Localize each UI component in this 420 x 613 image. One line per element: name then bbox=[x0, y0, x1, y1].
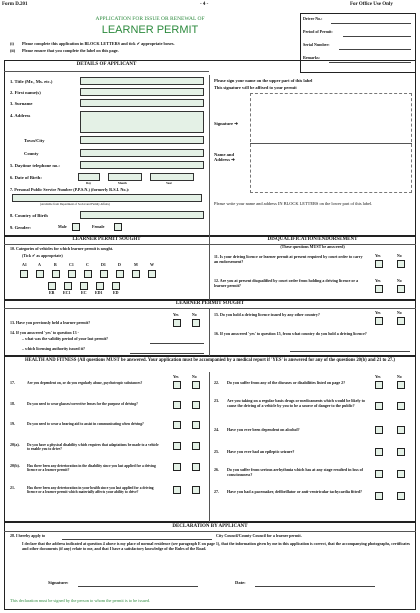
q12-text: 12. Are you at present disqualified by court order from holding a driving licence or a learner permit? bbox=[214, 278, 359, 288]
q11-no-label: No bbox=[397, 254, 402, 258]
q25-num: 25. bbox=[214, 449, 219, 454]
q26-no-checkbox[interactable] bbox=[397, 470, 405, 478]
q12-no-checkbox[interactable] bbox=[397, 285, 405, 293]
q19-yes-checkbox[interactable] bbox=[173, 421, 181, 429]
q17-num: 17. bbox=[10, 380, 15, 385]
q15-yes-checkbox[interactable] bbox=[375, 317, 383, 325]
q14-text: 14. If you answered 'yes' to question 13 - bbox=[10, 330, 79, 335]
q20a-text: Do you have a physical disability which requires that adaptations be made to a vehicle to enable you to drive? bbox=[27, 443, 159, 452]
q17-no-checkbox[interactable] bbox=[192, 381, 200, 389]
q15-no-label: No bbox=[397, 311, 402, 315]
ppsn-label: 7. Personal Public Service Number (P.P.S.N.) (formerly R.S.I. No.): bbox=[10, 187, 130, 192]
female-label: Female bbox=[92, 224, 105, 229]
council-name-line[interactable] bbox=[62, 539, 212, 540]
q15-yes-label: Yes bbox=[375, 311, 381, 315]
q13-yes-checkbox[interactable] bbox=[173, 319, 181, 327]
q20b-num: 20(b). bbox=[10, 463, 20, 468]
q22-text: Do you suffer from any of the diseases or disabilities listed on page 2? bbox=[227, 380, 346, 385]
town-label: Town/City bbox=[24, 138, 45, 143]
dob-day-caption: Day bbox=[86, 181, 92, 185]
q22-no-checkbox[interactable] bbox=[397, 381, 405, 389]
signature-arrow-label: Signature ➔ bbox=[214, 121, 239, 126]
q18-text: Do you need to wear glasses/corrective lenses for the purpose of driving? bbox=[27, 402, 138, 406]
q14a-text: – what was the validity period of your last permit? bbox=[22, 336, 109, 341]
applicant-section-title: DETAILS OF APPLICANT bbox=[76, 62, 137, 67]
q23-no-checkbox[interactable] bbox=[397, 402, 405, 410]
category-ec-checkbox[interactable] bbox=[80, 282, 88, 290]
q24-text: Have you ever been dependent on alcohol? bbox=[227, 427, 300, 432]
q27-text: Have you had a pacemaker, defibrillator or anti-ventricular tachycardia fitted? bbox=[227, 489, 362, 494]
category-ed1-checkbox[interactable] bbox=[96, 282, 104, 290]
category-ec1: EC1 bbox=[63, 290, 71, 295]
q20b-text: Has there been any deterioration in the disability since you last applied for a driving licence or a learner permit? bbox=[27, 464, 156, 473]
declaration-council-text: City Council/County Council for a learner permit. bbox=[216, 533, 302, 538]
category-eb-checkbox[interactable] bbox=[48, 282, 56, 290]
country-input[interactable] bbox=[80, 211, 204, 219]
category-c-checkbox[interactable] bbox=[84, 270, 92, 278]
category-ed: ED bbox=[113, 290, 119, 295]
male-label: Male bbox=[58, 224, 67, 229]
q15-text: 15. Do you hold a driving licence issued by any other country? bbox=[214, 312, 320, 317]
first-names-input[interactable] bbox=[80, 88, 204, 96]
q19-num: 19. bbox=[10, 421, 15, 426]
signature-line[interactable] bbox=[78, 586, 198, 587]
q17-yes-checkbox[interactable] bbox=[173, 381, 181, 389]
q20b-no-checkbox[interactable] bbox=[192, 463, 200, 471]
form-id: Form D.201 bbox=[2, 2, 28, 7]
permit-sought-title: LEARNER PERMIT SOUGHT bbox=[72, 237, 141, 242]
category-m-checkbox[interactable] bbox=[132, 270, 140, 278]
q13-no-label: No bbox=[192, 313, 197, 317]
ppsn-input[interactable] bbox=[12, 194, 202, 202]
office-use-label: For Office Use Only bbox=[350, 2, 393, 7]
q23-text: Are you taking on a regular basis drugs or medicaments which would be likely to cause the driving of a vehicle by you to be a source of danger to the public? bbox=[227, 398, 365, 408]
q27-yes-checkbox[interactable] bbox=[375, 492, 383, 500]
q14b-text: – which licensing authority issued it? bbox=[22, 346, 86, 351]
driver-no-line[interactable] bbox=[331, 23, 411, 24]
app-line: APPLICATION FOR ISSUE OR RENEWAL OF bbox=[95, 16, 205, 22]
disqualification-title: DISQUALIFICATION/ENDORSEMENT bbox=[267, 237, 358, 242]
surname-label: 3. Surname bbox=[10, 101, 33, 106]
county-label: County bbox=[24, 151, 39, 156]
address-label: 4. Address bbox=[10, 113, 31, 118]
name-address-arrow-label: Name and Address ➔ bbox=[214, 152, 235, 163]
date-line[interactable] bbox=[255, 586, 375, 587]
dob-day-input[interactable] bbox=[78, 173, 100, 181]
q12-no-label: No bbox=[397, 279, 402, 283]
male-checkbox[interactable] bbox=[72, 223, 80, 231]
q24-yes-checkbox[interactable] bbox=[375, 426, 383, 434]
q12-yes-label: Yes bbox=[375, 279, 381, 283]
instruction-1-marker: (i) bbox=[10, 41, 14, 46]
q11-no-checkbox[interactable] bbox=[397, 260, 405, 268]
period-line[interactable] bbox=[343, 36, 411, 37]
category-m: M bbox=[134, 262, 138, 267]
q21-num: 21. bbox=[10, 485, 15, 490]
q21-yes-checkbox[interactable] bbox=[173, 486, 181, 494]
q19-no-checkbox[interactable] bbox=[192, 421, 200, 429]
category-a1-checkbox[interactable] bbox=[20, 270, 28, 278]
first-names-label: 2. First name(s) bbox=[10, 90, 41, 95]
label-lower-note: Please write your name and address IN BLOCK LETTERS on the lower part of this label. bbox=[214, 201, 373, 206]
category-d-checkbox[interactable] bbox=[116, 270, 124, 278]
date-label: Date: bbox=[235, 580, 246, 585]
instruction-1: Please complete this application in BLOCK LETTERS and tick ✔ appropriate boxes. bbox=[22, 41, 175, 46]
q18-yes-checkbox[interactable] bbox=[173, 401, 181, 409]
serial-line[interactable] bbox=[339, 49, 411, 50]
phone-input[interactable] bbox=[80, 161, 204, 169]
q26-yes-checkbox[interactable] bbox=[375, 470, 383, 478]
declaration-note: This declaration must be signed by the person to whom the permit is to be issued. bbox=[10, 598, 151, 603]
category-a-checkbox[interactable] bbox=[36, 270, 44, 278]
disqualification-subtitle: (These questions MUST be answered) bbox=[280, 244, 345, 249]
dob-label: 6. Date of Birth: bbox=[10, 175, 42, 180]
title-label: 1. Title (Mr., Ms. etc.) bbox=[10, 79, 53, 84]
q13-text: 13. Have you previously held a learner permit? bbox=[10, 320, 91, 325]
q25-no-checkbox[interactable] bbox=[397, 448, 405, 456]
category-c1-checkbox[interactable] bbox=[68, 270, 76, 278]
q18-no-checkbox[interactable] bbox=[192, 401, 200, 409]
category-d1-checkbox[interactable] bbox=[100, 270, 108, 278]
permit-sought-title-2: LEARNER PERMIT SOUGHT bbox=[175, 301, 245, 306]
county-input[interactable] bbox=[80, 149, 204, 157]
q21-text: Has there been any deterioration in your health since you last applied for a driving licence or a learner permit which materially affects your ability to drive? bbox=[27, 486, 154, 495]
health-left-yes-label: Yes bbox=[173, 375, 179, 379]
category-d1: D1 bbox=[101, 262, 106, 267]
q27-no-checkbox[interactable] bbox=[397, 492, 405, 500]
health-title: HEALTH AND FITNESS (All questions MUST be answered. Your application must be accompanied by a medical report if 'YES' is answered for any of the questions 20(b) and 21 to 27.) bbox=[24, 358, 395, 363]
serial-number-label: Serial Number: bbox=[303, 42, 330, 47]
q22-yes-checkbox[interactable] bbox=[375, 381, 383, 389]
category-b: B bbox=[54, 262, 57, 267]
category-ed1: ED1 bbox=[95, 290, 103, 295]
category-ed-checkbox[interactable] bbox=[112, 282, 120, 290]
page-number: - 4 - bbox=[200, 2, 209, 7]
surname-input[interactable] bbox=[80, 99, 204, 107]
category-b-checkbox[interactable] bbox=[52, 270, 60, 278]
q20b-yes-checkbox[interactable] bbox=[173, 463, 181, 471]
dob-year-caption: Year bbox=[166, 181, 172, 185]
q12-yes-checkbox[interactable] bbox=[375, 285, 383, 293]
q14a-answer-line[interactable] bbox=[150, 343, 204, 344]
category-a: A bbox=[38, 262, 41, 267]
declaration-title: DECLARATION BY APPLICANT bbox=[172, 524, 248, 529]
q17-text: Are you dependent on, or do you regularly abuse, psychotropic substances? bbox=[27, 381, 143, 385]
q13-no-checkbox[interactable] bbox=[192, 319, 200, 327]
gender-label: 9. Gender: bbox=[10, 225, 31, 230]
q16-answer-line[interactable] bbox=[290, 351, 410, 352]
category-c1: C1 bbox=[69, 262, 74, 267]
driver-no-label: Driver No.: bbox=[303, 16, 323, 21]
q22-num: 22. bbox=[214, 380, 219, 385]
period-of-permit-label: Period of Permit: bbox=[303, 29, 333, 34]
instruction-2-marker: (ii) bbox=[10, 48, 16, 53]
category-w-checkbox[interactable] bbox=[148, 270, 156, 278]
q24-no-checkbox[interactable] bbox=[397, 426, 405, 434]
dob-month-input[interactable] bbox=[108, 173, 142, 181]
country-label: 8. Country of Birth bbox=[10, 213, 48, 218]
form-title: LEARNER PERMIT bbox=[101, 24, 199, 36]
town-input[interactable] bbox=[80, 136, 204, 144]
category-w: W bbox=[150, 262, 154, 267]
q23-yes-checkbox[interactable] bbox=[375, 402, 383, 410]
q26-text: Do you suffer from serious arrhythmia which has at any stage resulted in loss of consciousness? bbox=[227, 467, 364, 477]
q21-no-checkbox[interactable] bbox=[192, 486, 200, 494]
q11-text: 11. Is your driving licence or learner permit at present required by court order to carry an endorsement? bbox=[214, 254, 363, 264]
q11-yes-label: Yes bbox=[375, 254, 381, 258]
declaration-body: I declare that the address indicated at question 4 above is my place of normal residence (see paragraph E on page 1), that the information given by me in this application is correct, that the accompanying photographs, certificates and other documents (if any) relate to me, and that I have a satisfactory knowledge of the Rules of the Road. bbox=[22, 541, 410, 552]
q25-yes-checkbox[interactable] bbox=[375, 448, 383, 456]
q13-yes-label: Yes bbox=[173, 313, 179, 317]
health-left-no-label: No bbox=[192, 375, 197, 379]
remarks-label: Remarks: bbox=[303, 55, 320, 60]
q10-tick-note: (Tick ✔ as appropriate) bbox=[22, 253, 63, 258]
dob-month-caption: Month bbox=[118, 181, 127, 185]
label-instruction-2: This signature will be affixed to your permit bbox=[214, 85, 297, 90]
q10-text: 10. Categories of vehicles for which learner permit is sought. bbox=[10, 246, 114, 251]
q23-num: 23. bbox=[214, 398, 219, 403]
address-input[interactable] bbox=[80, 111, 204, 133]
q14b-answer-line[interactable] bbox=[130, 353, 204, 354]
phone-label: 5. Daytime telephone no.: bbox=[10, 163, 60, 168]
q11-yes-checkbox[interactable] bbox=[375, 260, 383, 268]
category-d: D bbox=[118, 262, 121, 267]
female-checkbox[interactable] bbox=[114, 223, 122, 231]
q16-text: 16. If you answered 'yes' to question 15, from what country do you hold a driving licence? bbox=[214, 331, 367, 336]
q24-num: 24. bbox=[214, 427, 219, 432]
q26-num: 26. bbox=[214, 467, 219, 472]
ppsn-note: (Available from Department of Social and Family Affairs) bbox=[40, 202, 110, 206]
category-eb: EB bbox=[49, 290, 55, 295]
q20a-yes-checkbox[interactable] bbox=[173, 442, 181, 450]
category-ec1-checkbox[interactable] bbox=[64, 282, 72, 290]
signature-label: Signature: bbox=[48, 580, 69, 585]
instruction-2: Please ensure that you complete the label on this page. bbox=[22, 48, 119, 53]
declaration-apply-text: 28. I hereby apply to bbox=[10, 533, 46, 538]
dob-year-input[interactable] bbox=[150, 173, 194, 181]
q20a-no-checkbox[interactable] bbox=[192, 442, 200, 450]
q15-no-checkbox[interactable] bbox=[397, 317, 405, 325]
q25-text: Have you ever had an epileptic seizure? bbox=[227, 449, 295, 454]
q18-num: 18. bbox=[10, 401, 15, 406]
q27-num: 27. bbox=[214, 489, 219, 494]
health-right-no-label: No bbox=[397, 375, 402, 379]
health-right-yes-label: Yes bbox=[375, 375, 381, 379]
category-c: C bbox=[86, 262, 89, 267]
category-ec: EC bbox=[81, 290, 87, 295]
title-input[interactable] bbox=[80, 77, 204, 85]
q20a-num: 20(a). bbox=[10, 442, 20, 447]
label-instruction-1: Please sign your name on the upper part of this label bbox=[214, 78, 313, 83]
q19-text: Do you need to wear a hearing aid to assist in communicating when driving? bbox=[27, 422, 144, 426]
category-a1: A1 bbox=[22, 262, 27, 267]
declaration-section bbox=[4, 522, 416, 610]
